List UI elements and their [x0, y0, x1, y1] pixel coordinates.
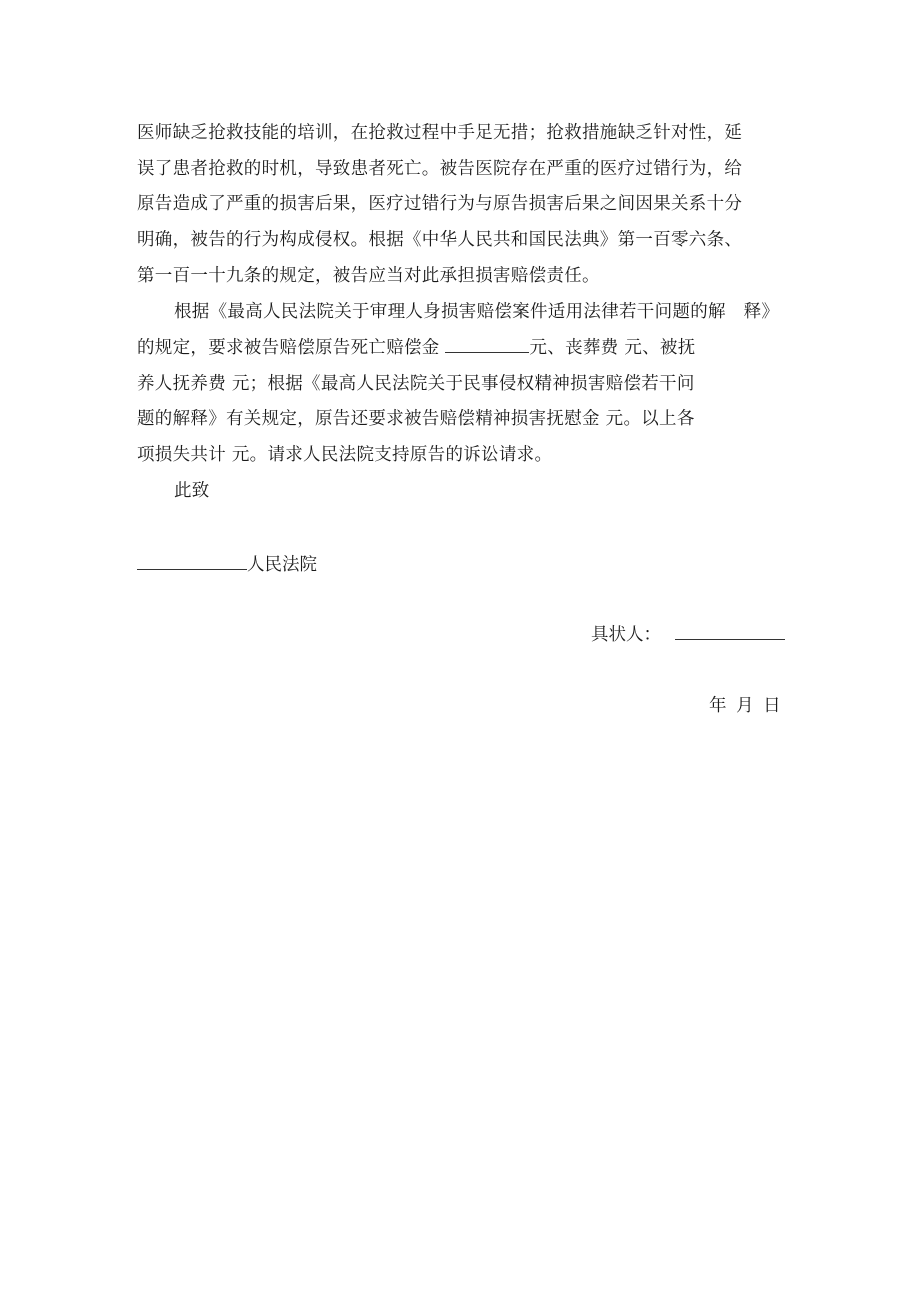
- paragraph2-line-2-end: 元、丧葬费 元、被抚: [529, 338, 696, 358]
- signer-label: 具状人：: [591, 625, 661, 645]
- signer-line: [591, 623, 785, 647]
- paragraph2-line-5: 项损失共计 元。请求人民法院支持原告的诉讼请求。: [137, 445, 553, 465]
- paragraph1-line-5: 第一百一十九条的规定，被告应当对此承担损害赔偿责任。: [137, 266, 600, 286]
- signer-blank: [675, 625, 785, 640]
- date-line: 年 月 日: [709, 696, 781, 716]
- paragraph2-line-3: 养人抚养费 元；根据《最高人民法院关于民事侵权精神损害赔偿若干问: [137, 374, 695, 394]
- paragraph1-line-3: 原告造成了严重的损害后果，医疗过错行为与原告损害后果之间因果关系十分: [137, 194, 743, 214]
- paragraph1-line-1: 医师缺乏抢救技能的培训，在抢救过程中手足无措；抢救措施缺乏针对性，延: [137, 123, 743, 143]
- paragraph1-line-4: 明确，被告的行为构成侵权。根据《中华人民共和国民法典》第一百零六条、: [137, 230, 743, 250]
- paragraph2-line-1: 根据《最高人民法院关于审理人身损害赔偿案件适用法律若干问题的解 释》: [174, 302, 780, 322]
- court-line: [137, 553, 317, 577]
- paragraph2-line-2-start: 的规定，要求被告赔偿原告死亡赔偿金: [137, 338, 446, 358]
- court-suffix: 人民法院: [247, 555, 317, 575]
- death-compensation-blank: [445, 338, 529, 353]
- paragraph1-line-2: 误了患者抢救的时机，导致患者死亡。被告医院存在严重的医疗过错行为，给: [137, 159, 743, 179]
- paragraph2-line-2: [137, 336, 696, 360]
- salutation: 此致: [174, 481, 210, 501]
- court-name-blank: [137, 555, 247, 570]
- paragraph2-line-4: 题的解释》有关规定，原告还要求被告赔偿精神损害抚慰金 元。以上各: [137, 409, 695, 429]
